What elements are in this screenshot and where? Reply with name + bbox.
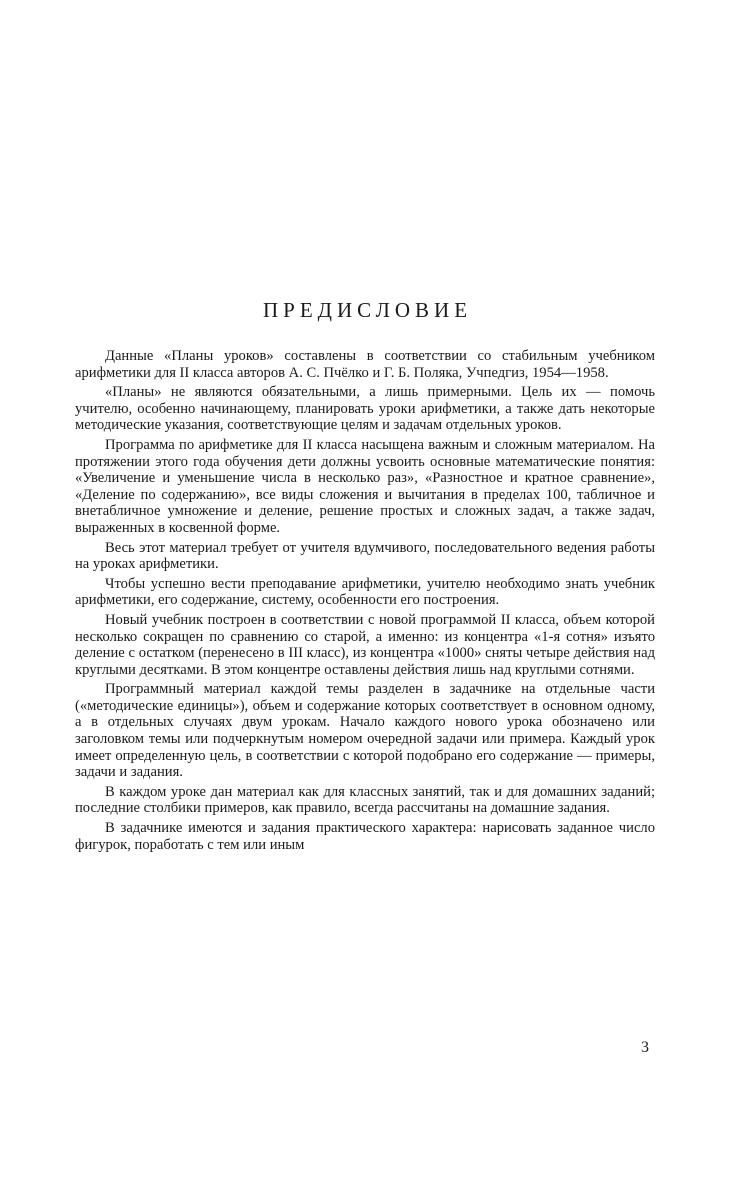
page-number: 3 — [641, 1039, 649, 1056]
paragraph-3: Программа по арифметике для II класса насыщена важным и сложным материалом. На протяжении этого года обучения дети должны усвоить основные математические понятия: «Увеличение и уменьшение числа в несколько раз», «Разностное и кратное сравнение», «Деление по содержанию», все виды сложения и вычитания в пределах 100, табличное и внетабличное умножение и деление, решение простых и сложных задач, а также задач, выраженных в косвенной форме. — [75, 436, 655, 536]
paragraph-4: Весь этот материал требует от учителя вдумчивого, последовательного ведения работы на уроках арифметики. — [75, 539, 655, 573]
paragraph-7: Программный материал каждой темы разделен в задачнике на отдельные части («методические единицы»), объем и содержание которых соответствует в основном одному, а в отдельных случаях двум урокам. Начало каждого нового урока обозначено или заголовком темы или подчеркнутым номером очередной задачи или примера. Каждый урок имеет определенную цель, в соответствии с которой подобрано его содержание — примеры, задачи и задания. — [75, 681, 655, 781]
body-text — [75, 348, 655, 856]
paragraph-6: Новый учебник построен в соответствии с новой программой II класса, объем которой несколько сокращен по сравнению со старой, а именно: из концентра «1-я сотня» изъято деление с остатком (перенесено в III класс), из концентра «1000» сняты четыре действия над круглыми десятками. В этом концентре оставлены действия лишь над круглыми сотнями. — [75, 611, 655, 678]
paragraph-2: «Планы» не являются обязательными, а лишь примерными. Цель их — помочь учителю, особенно начинающему, планировать уроки арифметики, а также дать некоторые методические указания, соответствующие целям и задачам отдельных уроков. — [75, 384, 655, 434]
paragraph-8: В каждом уроке дан материал как для классных занятий, так и для домашних заданий; последние столбики примеров, как правило, всегда рассчитаны на домашние задания. — [75, 783, 655, 817]
paragraph-9: В задачнике имеются и задания практического характера: нарисовать заданное число фигурок, поработать с тем или иным — [75, 820, 655, 853]
paragraph-5: Чтобы успешно вести преподавание арифметики, учителю необходимо знать учебник арифметики, его содержание, систему, особенности его построения. — [75, 575, 655, 609]
page-title: ПРЕДИСЛОВИЕ — [262, 298, 473, 322]
paragraph-1: Данные «Планы уроков» составлены в соответствии со стабильным учебником арифметики для II класса авторов А. С. Пчёлко и Г. Б. Поляка, Учпедгиз, 1954—1958. — [75, 348, 655, 381]
